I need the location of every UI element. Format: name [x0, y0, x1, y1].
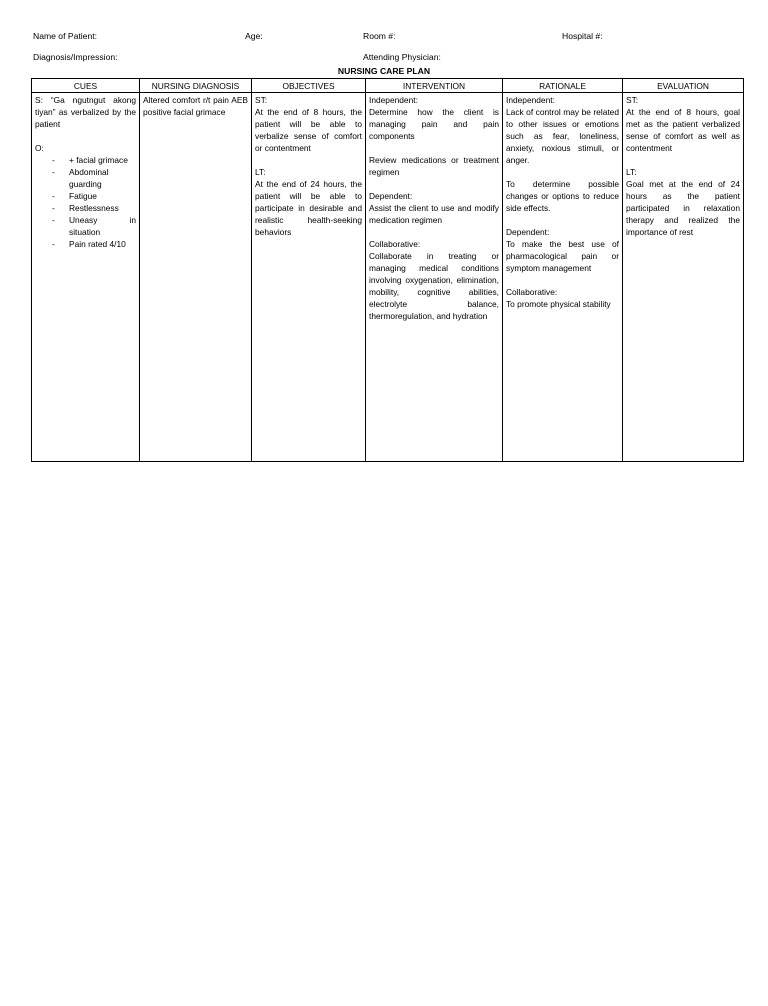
column-header-objectives: OBJECTIVES: [252, 79, 366, 93]
list-item: - Pain rated 4/10: [35, 238, 136, 250]
long-term-objective: At the end of 24 hours, the patient will be able to participate in desirable and realistic health-seeking behaviors: [255, 179, 362, 237]
age-label: Age:: [245, 31, 263, 41]
nursing-care-plan-table: [31, 78, 744, 462]
independent-intervention-2: Review medications or treatment regimen: [369, 155, 499, 177]
independent-intervention-1: Determine how the client is managing pain and pain components: [369, 107, 499, 141]
collaborative-label: Collaborative:: [506, 287, 558, 297]
column-header-rationale: RATIONALE: [503, 79, 623, 93]
collaborative-rationale: To promote physical stability: [506, 299, 611, 309]
room-label: Room #:: [363, 31, 396, 41]
table-row: [32, 93, 744, 462]
column-header-nursing-diagnosis: NURSING DIAGNOSIS: [140, 79, 252, 93]
column-header-intervention: INTERVENTION: [366, 79, 503, 93]
table-header-row: [32, 79, 744, 93]
list-item: - Fatigue: [35, 190, 136, 202]
long-term-label: LT:: [255, 167, 266, 177]
short-term-evaluation: At the end of 8 hours, goal met as the patient verbalized sense of comfort as well as contentment: [626, 107, 740, 153]
collaborative-intervention: Collaborate in treating or managing medical conditions involving oxygenation, elimination, mobility, cognitive abilities, electrolyte balance, thermoregulation, and hydration: [369, 251, 499, 321]
short-term-label: ST:: [626, 95, 639, 105]
subjective-cue: S: “Ga ngutngut akong tiyan” as verbalized by the patient: [35, 95, 136, 129]
dependent-label: Dependent:: [369, 191, 413, 201]
independent-rationale-2: To determine possible changes or options to reduce side effects.: [506, 179, 619, 213]
long-term-label: LT:: [626, 167, 637, 177]
attending-physician-label: Attending Physician:: [363, 52, 441, 62]
cues-cell: [32, 93, 140, 462]
long-term-evaluation: Goal met at the end of 24 hours as the patient participated in relaxation therapy and realized the importance of rest: [626, 179, 740, 237]
independent-label: Independent:: [506, 95, 555, 105]
column-header-evaluation: EVALUATION: [623, 79, 744, 93]
list-item: - Restlessness: [35, 202, 136, 214]
hospital-number-label: Hospital #:: [562, 31, 603, 41]
rationale-cell: [503, 93, 623, 462]
dependent-label: Dependent:: [506, 227, 550, 237]
short-term-objective: At the end of 8 hours, the patient will be able to verbalize sense of comfort or contentment: [255, 107, 362, 153]
short-term-label: ST:: [255, 95, 268, 105]
column-header-cues: CUES: [32, 79, 140, 93]
collaborative-label: Collaborative:: [369, 239, 421, 249]
diagnosis-impression-label: Diagnosis/Impression:: [33, 52, 118, 62]
dependent-intervention: Assist the client to use and modify medication regimen: [369, 203, 499, 225]
patient-name-label: Name of Patient:: [33, 31, 98, 41]
independent-label: Independent:: [369, 95, 418, 105]
evaluation-cell: [623, 93, 744, 462]
independent-rationale-1: Lack of control may be related to other issues or emotions such as fear, loneliness, anxiety, noxious stimuli, or anger.: [506, 107, 619, 165]
objective-cue-list: [35, 154, 136, 250]
intervention-cell: [366, 93, 503, 462]
nursing-diagnosis-cell: [140, 93, 252, 462]
nursing-diagnosis-text: Altered comfort r/t pain AEB positive facial grimace: [143, 95, 248, 117]
dependent-rationale: To make the best use of pharmacological pain or symptom management: [506, 239, 619, 273]
list-item: - + facial grimace: [35, 154, 136, 166]
objective-label: O:: [35, 143, 44, 153]
list-item: - Uneasy in situation: [35, 214, 136, 238]
page-title: NURSING CARE PLAN: [337, 66, 431, 76]
objectives-cell: [252, 93, 366, 462]
list-item: - Abdominal guarding: [35, 166, 136, 190]
